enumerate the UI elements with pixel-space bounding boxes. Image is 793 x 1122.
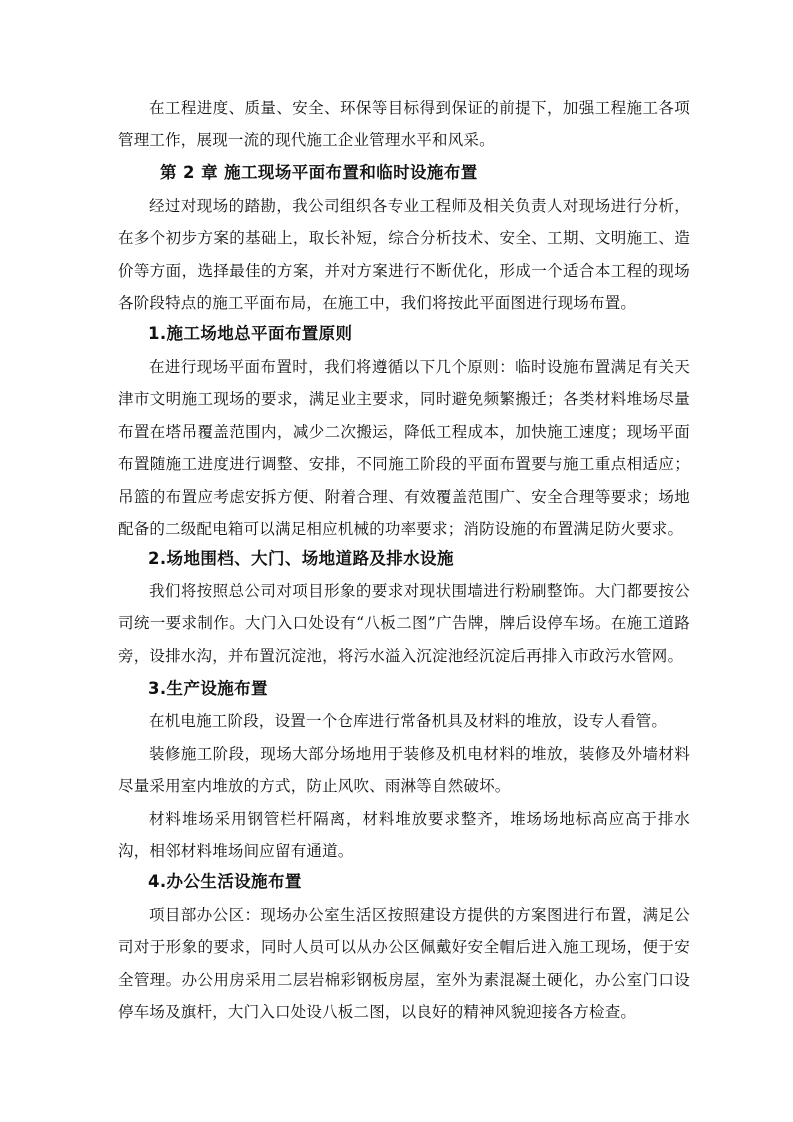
- section-3-paragraph-1: 在机电施工阶段，设置一个仓库进行常备机具及材料的堆放，设专人看管。: [149, 712, 668, 730]
- section-2-paragraph: 我们将按照总公司对项目形象的要求对现状围墙进行粉刷整饰。大门都要按公司统一要求制作。大门入口处设有“八板二图”广告牌，牌后设停车场。在施工道路旁，设排水沟，并布置沉淀池，将污水溢入沉淀池经沉淀后再排入市政污水管网。: [118, 582, 690, 665]
- section-1-title: 1.施工场地总平面布置原则: [148, 324, 353, 343]
- section-3-title: 3.生产设施布置: [148, 679, 268, 698]
- chapter-2-paragraph: 经过对现场的踏勘，我公司组织各专业工程师及相关负责人对现场进行分析，在多个初步方案的基础上，取长补短，综合分析技术、安全、工期、文明施工、造价等方面，选择最佳的方案，并对方案进行不断优化，形成一个适合本工程的现场各阶段特点的施工平面布局，在施工中，我们将按此平面图进行现场布置。: [118, 197, 690, 313]
- chapter-2-title: 第 2 章 施工现场平面布置和临时设施布置: [160, 163, 478, 182]
- section-4-title: 4.办公生活设施布置: [148, 872, 302, 891]
- section-2-title: 2.场地围档、大门、场地道路及排水设施: [148, 549, 454, 568]
- section-3-paragraph-2: 装修施工阶段，现场大部分场地用于装修及机电材料的堆放，装修及外墙材料尽量采用室内堆放的方式，防止风吹、雨淋等自然破坏。: [118, 745, 690, 796]
- intro-paragraph: 在工程进度、质量、安全、环保等目标得到保证的前提下，加强工程施工各项管理工作，展现一流的现代施工企业管理水平和风采。: [118, 99, 690, 150]
- section-1-paragraph: 在进行现场平面布置时，我们将遵循以下几个原则：临时设施布置满足有关天津市文明施工现场的要求，满足业主要求，同时避免频繁搬迁；各类材料堆场尽量布置在塔吊覆盖范围内，减少二次搬运，降低工程成本，加快施工速度；现场平面布置随施工进度进行调整、安排，不同施工阶段的平面布置要与施工重点相适应；吊篮的布置应考虑安拆方便、附着合理、有效覆盖范围广、安全合理等要求；场地配备的二级配电箱可以满足相应机械的功率要求；消防设施的布置满足防火要求。: [118, 358, 690, 539]
- section-4-paragraph: 项目部办公区：现场办公室生活区按照建设方提供的方案图进行布置，满足公司对于形象的要求，同时人员可以从办公区佩戴好安全帽后进入施工现场，便于安全管理。办公用房采用二层岩棉彩钢板房屋，室外为素混凝土硬化，办公室门口设停车场及旗杆，大门入口处设八板二图，以良好的精神风貌迎接各方检查。: [118, 906, 690, 1022]
- section-3-paragraph-3: 材料堆场采用钢管栏杆隔离，材料堆放要求整齐，堆场场地标高应高于排水沟，相邻材料堆场间应留有通道。: [118, 810, 690, 861]
